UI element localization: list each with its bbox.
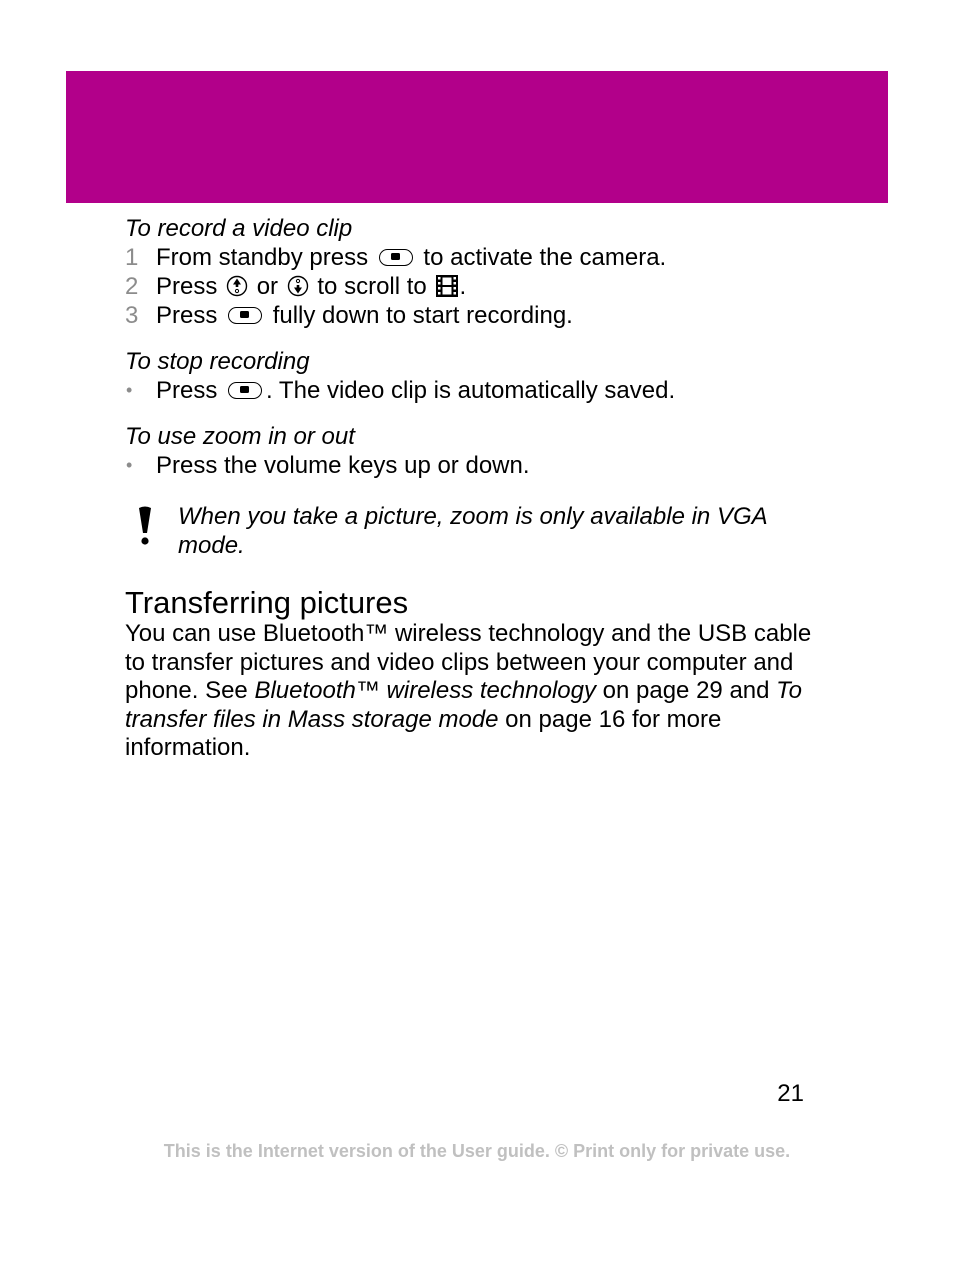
step-item <box>125 301 835 330</box>
camera-key-icon <box>228 307 262 324</box>
list-item <box>125 376 835 405</box>
step-text: to scroll to <box>317 273 427 300</box>
bullet-icon: • <box>126 380 133 400</box>
page-content <box>125 214 835 763</box>
step-text: Press the volume keys up or down. <box>156 452 530 479</box>
step-item <box>125 272 835 301</box>
nav-down-icon <box>287 275 309 297</box>
step-number: 3 <box>125 302 139 329</box>
stop-recording-section <box>125 347 835 405</box>
record-video-section <box>125 214 835 330</box>
step-text: to activate the camera. <box>423 244 667 271</box>
note-text: When you take a picture, zoom is only available in VGA mode. <box>178 503 767 559</box>
body-text: on page 16 for more information. <box>125 705 722 762</box>
transferring-section <box>125 586 835 763</box>
step-text: Press <box>156 377 218 404</box>
zoom-steps <box>125 451 835 480</box>
step-text: . The video clip is automatically saved. <box>266 377 676 404</box>
step-text: fully down to start recording. <box>272 302 573 329</box>
step-item <box>125 243 835 272</box>
exclamation-icon <box>136 506 154 546</box>
section-title: Transferring pictures <box>125 585 409 620</box>
step-text: or <box>256 273 279 300</box>
step-text: Press <box>156 273 218 300</box>
list-item <box>125 451 835 480</box>
step-text: From standby press <box>156 244 369 271</box>
zoom-section <box>125 422 835 480</box>
zoom-heading: To use zoom in or out <box>125 423 355 450</box>
body-paragraph <box>125 620 835 763</box>
step-number: 1 <box>125 244 139 271</box>
camera-key-icon <box>228 382 262 399</box>
bluetooth-reference-link[interactable]: Bluetooth™ wireless technology <box>254 677 596 705</box>
body-text: on page 29 and <box>595 677 777 705</box>
footer-notice: This is the Internet version of the User guide. © Print only for private use. <box>163 1141 791 1161</box>
body-text: You can use Bluetooth™ wireless technology and the USB cable to transfer pictures and video clips between your computer and phone. See <box>125 620 812 705</box>
step-text: . <box>459 273 467 300</box>
video-mode-icon <box>435 274 459 298</box>
header-band <box>66 71 888 203</box>
camera-key-icon <box>379 249 413 266</box>
stop-steps <box>125 376 835 405</box>
nav-up-icon <box>226 275 248 297</box>
page-number: 21 <box>777 1080 804 1107</box>
stop-recording-heading: To stop recording <box>125 348 310 375</box>
record-video-heading: To record a video clip <box>125 215 353 242</box>
bullet-icon: • <box>126 455 133 475</box>
note-box <box>125 502 835 560</box>
step-number: 2 <box>125 273 139 300</box>
record-steps <box>125 243 835 330</box>
mass-storage-reference-link[interactable]: To transfer files in Mass storage mode <box>125 677 802 733</box>
step-text: Press <box>156 302 218 329</box>
